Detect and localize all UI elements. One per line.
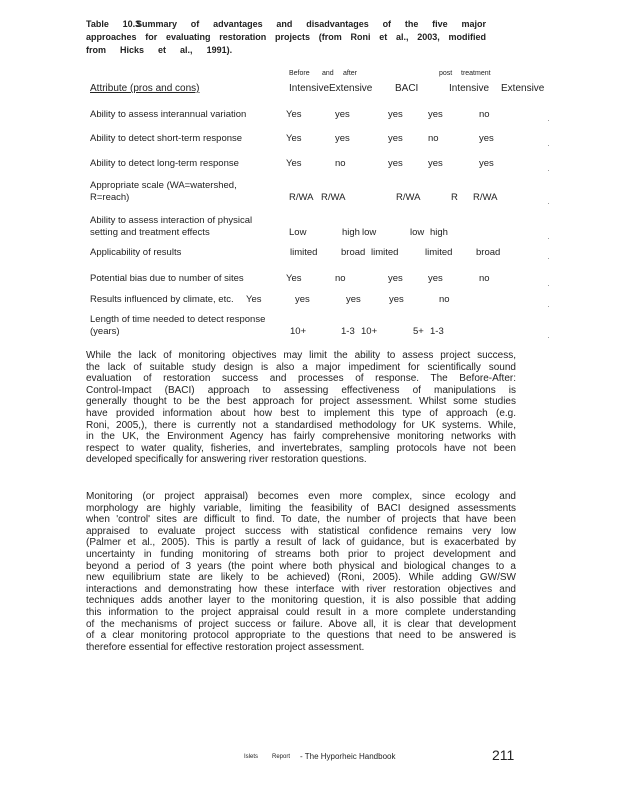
text-line: appraised to evaluate project success with statistical confidence remains very low	[86, 525, 516, 537]
table-cell: yes	[479, 158, 494, 169]
text-line: developed specifically for answering river restoration questions.	[86, 454, 367, 466]
row-label: Ability to detect long-term response	[90, 158, 239, 169]
table-cell: limited	[371, 247, 399, 258]
caption-word: and	[276, 19, 293, 29]
row-label: Potential bias due to number of sites	[90, 273, 244, 284]
text-line: have provided information about how best to implement this type of approach (e.g.	[86, 407, 516, 419]
caption-line-1	[86, 18, 486, 31]
table-cell: 5+	[413, 326, 424, 337]
column-header: Extensive	[501, 83, 545, 94]
table-cell: limited	[425, 247, 453, 258]
tick-mark	[548, 337, 549, 338]
body-paragraph	[86, 350, 516, 466]
text-line: the lack of suitable study design is also a major impediment for scientifically sound	[86, 361, 516, 373]
text-line: when 'control' sites are difficult to find. To date, the number of projects that have been	[86, 514, 516, 526]
caption-word: Summary	[135, 19, 177, 29]
caption-word: of	[382, 19, 392, 29]
caption-word: approaches	[86, 32, 137, 42]
table-cell: R/WA	[289, 192, 314, 203]
table-cell: Yes	[286, 133, 302, 144]
caption-word: advantages	[213, 19, 263, 29]
table-cell: yes	[388, 133, 403, 144]
group-label: after	[343, 70, 358, 77]
caption-word: et	[379, 32, 388, 42]
table-cell: 10+	[290, 326, 307, 337]
table-cell: yes	[388, 273, 403, 284]
group-label: post	[439, 70, 453, 77]
table-cell: yes	[428, 158, 443, 169]
table-cell: 1-3	[341, 326, 355, 337]
text-line: interactions and demonstrating how these interface with river restoration objectives and	[86, 583, 516, 595]
caption-line-2	[86, 31, 486, 44]
table-cell: no	[439, 294, 450, 305]
tick-mark	[548, 120, 549, 121]
table-cell: yes	[335, 133, 350, 144]
table-cell: R/WA	[473, 192, 498, 203]
table-cell: high	[342, 227, 360, 238]
table-cell: Yes	[286, 158, 302, 169]
caption-word: 1991).	[206, 45, 233, 55]
attribute-header: Attribute (pros and cons)	[90, 83, 200, 94]
row-label: Appropriate scale (WA=watershed,	[90, 180, 237, 191]
text-line: uncertainty in funding monitoring of streams both prior to project development and	[86, 548, 516, 560]
footer-small-text: Islets	[244, 754, 259, 760]
table-cell: R/WA	[321, 192, 346, 203]
caption-word: Roni	[350, 32, 371, 42]
tick-mark	[548, 306, 549, 307]
caption-word: restoration	[219, 32, 267, 42]
text-line: While the lack of monitoring objectives may limit the ability to assess project success,	[86, 350, 516, 361]
table-cell: yes	[428, 109, 443, 120]
row-label: (years)	[90, 326, 120, 337]
row-label: Ability to assess interannual variation	[90, 109, 247, 120]
table-cell: no	[335, 158, 346, 169]
caption-word: modified	[448, 32, 486, 42]
table-cell: Yes	[246, 294, 262, 305]
group-label: and	[322, 70, 334, 77]
table-cell: yes	[388, 109, 403, 120]
caption-word: five	[432, 19, 448, 29]
caption-word: Hicks	[120, 45, 145, 55]
row-label: Ability to assess interaction of physical	[90, 215, 253, 226]
tick-mark	[548, 145, 549, 146]
table-cell: broad	[476, 247, 501, 258]
text-line: (Palmer et al., 2005). This is partly a result of lack of guidance, but is exacerbated by	[86, 537, 516, 549]
column-header: Intensive	[449, 83, 490, 94]
text-line: beyond a period of 3 years (the point where both physical and biological changes to a	[86, 560, 516, 572]
caption-word: for	[145, 32, 158, 42]
text-line: therefore essential for effective restoration project assessment.	[86, 641, 365, 653]
text-line: new equilibrium state are likely to be achieved) (Roni, 2005). While adding GW/SW	[86, 572, 516, 584]
caption-word: al.,	[180, 45, 193, 55]
table-cell: Low	[289, 227, 307, 238]
group-label: treatment	[461, 70, 491, 77]
text-line: in the UK, the Environment Agency has fairly comprehensive monitoring networks with	[86, 431, 516, 443]
text-line: of the mechanisms of project success or failure. Above all, it is clear that development	[86, 618, 516, 630]
table-cell: broad	[341, 247, 366, 258]
table-cell: R/WA	[396, 192, 421, 203]
text-line: evaluation of restoration success and processes of response. The Before-After:	[86, 373, 516, 385]
table-cell: no	[335, 273, 346, 284]
table-cell: 10+	[361, 326, 378, 337]
table-cell: no	[479, 109, 490, 120]
caption-word: disadvantages	[306, 19, 369, 29]
table-cell: yes	[428, 273, 443, 284]
caption-word: projects	[275, 32, 311, 42]
table-cell: low	[362, 227, 377, 238]
footer-title: - The Hyporheic Handbook	[300, 752, 396, 761]
footer-small-text: Report	[272, 754, 291, 760]
column-header: Intensive	[289, 83, 330, 94]
table-cell: low	[410, 227, 425, 238]
table-cell: limited	[290, 247, 318, 258]
table-caption	[86, 18, 486, 57]
tick-mark	[548, 170, 549, 171]
table-cell: Yes	[286, 109, 302, 120]
group-label: Before	[289, 70, 310, 77]
text-line: morphology are highly variable, limiting the feasibility of BACI designed assessments	[86, 502, 516, 514]
caption-word: of	[190, 19, 200, 29]
tick-mark	[548, 258, 549, 259]
caption-word: Table	[86, 19, 109, 29]
row-label: setting and treatment effects	[90, 227, 210, 238]
text-line: this information to the project appraisal could result in a more complete understanding	[86, 606, 516, 618]
tick-mark	[548, 203, 549, 204]
table-cell: no	[428, 133, 439, 144]
tick-mark	[548, 238, 549, 239]
table-cell: yes	[479, 133, 494, 144]
page-number: 211	[492, 747, 515, 763]
text-line: respect to water quality, fisheries, and invertebrates, sampling protocols have not been	[86, 442, 516, 454]
row-label: Results influenced by climate, etc.	[90, 294, 234, 305]
caption-word: major	[461, 19, 486, 29]
table-cell: yes	[388, 158, 403, 169]
table-cell: yes	[389, 294, 404, 305]
table-cell: yes	[346, 294, 361, 305]
caption-line-3	[86, 44, 486, 57]
caption-word: al.,	[395, 32, 409, 42]
caption-word: et	[158, 45, 167, 55]
body-paragraph	[86, 491, 516, 653]
column-header: Extensive	[329, 83, 373, 94]
caption-word: 2003,	[417, 32, 440, 42]
text-line: of a clear monitoring protocol appropriate to the questions that need to be answered is	[86, 630, 516, 642]
table-cell: R	[451, 192, 458, 203]
text-line: techniques adds another layer to the monitoring question, it is also possible that adding	[86, 595, 516, 607]
caption-word: (from	[318, 32, 342, 42]
text-line: generally thought to be the best approach for project assessment. Whilst some studies	[86, 396, 516, 408]
row-label: Ability to detect short-term response	[90, 133, 243, 144]
table-cell: high	[430, 227, 448, 238]
caption-word: from	[86, 45, 106, 55]
text-line: Roni, 2005,), there is currently not a standardised methodology for UK systems. While,	[86, 419, 516, 431]
table-cell: Yes	[286, 273, 302, 284]
table-cell: no	[479, 273, 490, 284]
row-label: Length of time needed to detect response	[90, 314, 266, 325]
tick-mark	[548, 285, 549, 286]
caption-word: the	[404, 19, 419, 29]
column-header: BACI	[395, 83, 419, 94]
text-line: Control-Impact (BACI) approach to assessing effectiveness of manipulations is	[86, 384, 516, 396]
caption-word: evaluating	[166, 32, 211, 42]
caption-word: 10.3	[122, 19, 141, 29]
table-cell: yes	[335, 109, 350, 120]
row-label: R=reach)	[90, 192, 130, 203]
text-line: Monitoring (or project appraisal) becomes even more complex, since ecology and	[86, 491, 516, 502]
table-cell: yes	[295, 294, 310, 305]
row-label: Applicability of results	[90, 247, 182, 258]
table-cell: 1-3	[430, 326, 444, 337]
